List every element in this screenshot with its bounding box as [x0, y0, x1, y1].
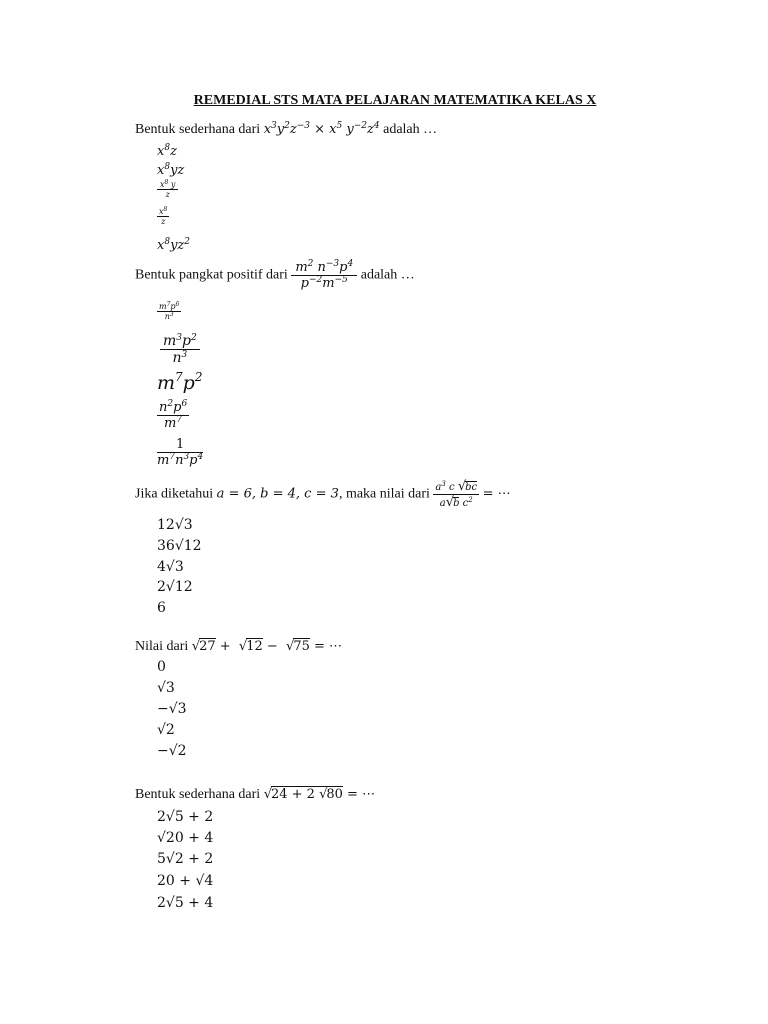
question-5-option-a: 2√5 + 2: [157, 809, 214, 825]
question-3: Jika diketahui a = 6, b = 4, c = 3, maka nilai dari $\frac{a^3 c √bc}{a√b c^2}$ = ⋯: [135, 479, 511, 510]
question-4-option-b: √3: [157, 680, 175, 696]
page-title: REMEDIAL STS MATA PELAJARAN MATEMATIKA KELAS X: [193, 93, 597, 108]
question-3-stem: Jika diketahui: [135, 486, 214, 502]
question-3-option-b: 36√12: [157, 538, 202, 554]
question-4-stem: Nilai dari: [135, 639, 189, 654]
question-1-option-e: $x^8yz^2$: [157, 237, 191, 253]
question-2-option-c: $m^7p^2$: [157, 370, 203, 394]
question-1-option-d: $\frac{x^8}{z}$: [159, 206, 168, 226]
question-5-option-e: 2√5 + 4: [157, 895, 214, 911]
question-3-mid: , maka nilai dari: [338, 486, 430, 502]
question-5-option-d: 20 + √4: [157, 873, 214, 889]
question-3-given: a = 6, b = 4, c = 3: [216, 486, 339, 502]
question-4-expression: √27 + √12 − √75 = ⋯: [191, 639, 343, 654]
question-1-option-a: $x^8z$: [157, 143, 177, 159]
question-3-option-a: 12√3: [157, 517, 193, 533]
question-5: [135, 787, 375, 803]
question-1: [135, 122, 437, 138]
question-5-stem: Bentuk sederhana dari: [135, 787, 261, 802]
question-2-expression: $\frac{m^2 n^{-3}p^4}{p^{-2}m^{-5}}$: [291, 260, 357, 291]
question-4-option-c: −√3: [157, 701, 187, 717]
question-2-option-e: $\frac{1}{m^7n^3p^4}$: [157, 437, 204, 468]
question-2: [135, 260, 415, 291]
question-2-option-d: $\frac{n^2p^6}{m^7}$: [159, 399, 188, 431]
question-3-expression: $\frac{a^3 c √bc}{a√b c^2}$: [435, 479, 478, 510]
question-3-option-d: 2√12: [157, 579, 193, 595]
question-2-option-a: $\frac{m^7p^6}{n^3}$: [159, 301, 180, 321]
question-3-option-c: 4√3: [157, 559, 184, 575]
question-5-option-c: 5√2 + 2: [157, 851, 214, 867]
question-2-stem: Bentuk pangkat positif dari: [135, 267, 288, 283]
question-5-option-b: √20 + 4: [157, 830, 214, 846]
question-5-expression: √24 + 2 √80 = ⋯: [263, 787, 376, 802]
question-2-option-b: $\frac{m^3p^2}{n^3}$: [160, 333, 200, 366]
question-1-stem: Bentuk sederhana dari: [135, 122, 261, 137]
question-4-option-a: 0: [157, 659, 166, 675]
question-1-option-c: $\frac{x^8 y}{z}$: [157, 180, 178, 199]
question-1-expression: $x^3y^2z^{-3} \times x^5$ $y^{-2}z^4$: [263, 121, 380, 137]
question-1-suffix: adalah …: [383, 122, 438, 137]
question-4-option-d: √2: [157, 722, 175, 738]
question-4: [135, 639, 342, 655]
question-1-option-b: $x^8yz$: [157, 162, 185, 178]
question-2-suffix: adalah …: [360, 267, 415, 283]
question-3-option-e: 6: [157, 600, 166, 616]
question-4-option-e: −√2: [157, 743, 187, 759]
